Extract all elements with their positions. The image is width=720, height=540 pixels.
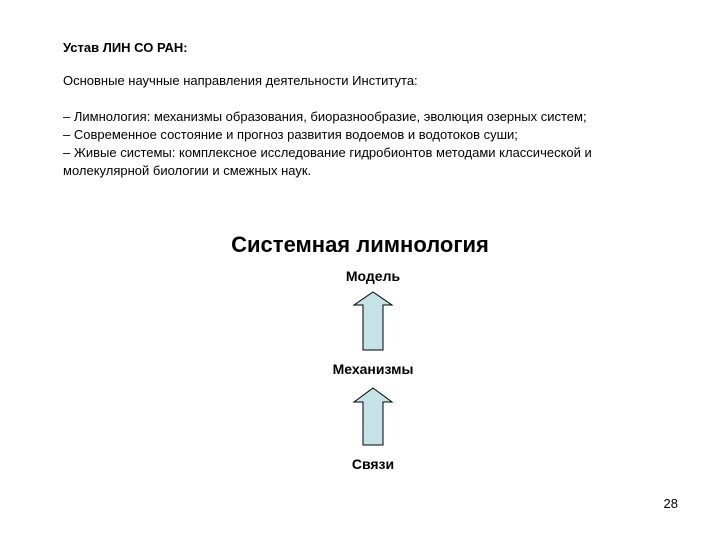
charter-title: Устав ЛИН СО РАН: — [63, 40, 188, 55]
level-model: Модель — [345, 268, 401, 284]
page-number: 28 — [663, 496, 678, 511]
level-mechanisms: Механизмы — [332, 361, 414, 377]
charter-item: молекулярной биологии и смежных наук. — [63, 163, 312, 178]
charter-item: – Современное состояние и прогноз развития водоемов и водотоков суши; — [63, 127, 518, 142]
up-arrow-icon — [350, 384, 396, 450]
charter-intro: Основные научные направления деятельности Института: — [63, 73, 418, 88]
charter-item: – Живые системы: комплексное исследование гидробионтов методами классической и — [63, 145, 592, 160]
up-arrow-icon — [350, 288, 396, 354]
charter-item: – Лимнология: механизмы образования, биоразнообразие, эволюция озерных систем; — [63, 109, 587, 124]
level-links: Связи — [351, 456, 395, 472]
diagram-title: Системная лимнология — [231, 232, 489, 257]
